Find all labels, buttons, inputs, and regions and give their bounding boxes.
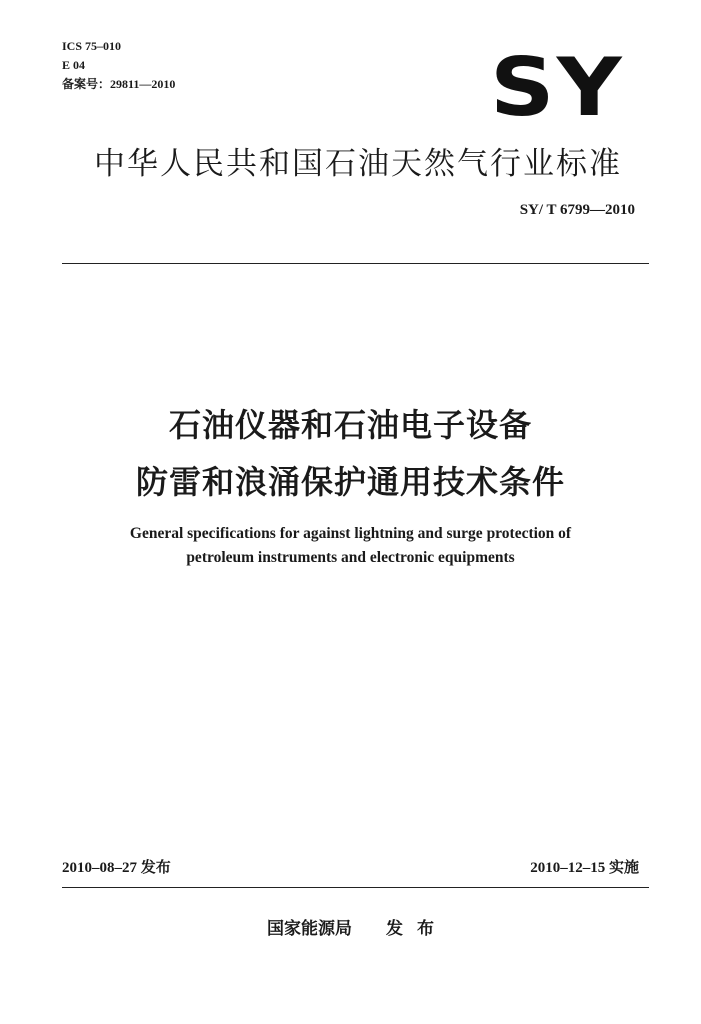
standard-number: SY/ T 6799—2010 [519, 202, 635, 218]
publish-word-2: 布 [417, 919, 434, 939]
publisher-line [0, 914, 701, 939]
document-title-cn-line2: 防雷和浪涌保护通用技术条件 [135, 463, 565, 501]
document-title-en-line2: petroleum instruments and electronic equipments [186, 549, 515, 566]
standard-org-title: 中华人民共和国石油天然气行业标准 [94, 146, 622, 182]
issue-date: 2010–08–27 发布 [62, 860, 171, 876]
classification-code: E 04 [62, 58, 86, 72]
header-divider [62, 263, 649, 264]
publisher-name: 国家能源局 [267, 919, 352, 939]
publish-word-1: 发 [386, 919, 403, 939]
document-title-en-line1: General specifications for against lightning and surge protection of [129, 525, 572, 542]
footer-divider [62, 887, 649, 888]
sy-logo: SY [490, 41, 624, 134]
ics-code: ICS 75–010 [62, 39, 122, 53]
effective-date: 2010–12–15 实施 [530, 860, 639, 876]
document-title-cn-line1: 石油仪器和石油电子设备 [168, 406, 532, 444]
filing-number: 备案号：29811—2010 [62, 77, 176, 91]
standard-meta [62, 37, 175, 94]
